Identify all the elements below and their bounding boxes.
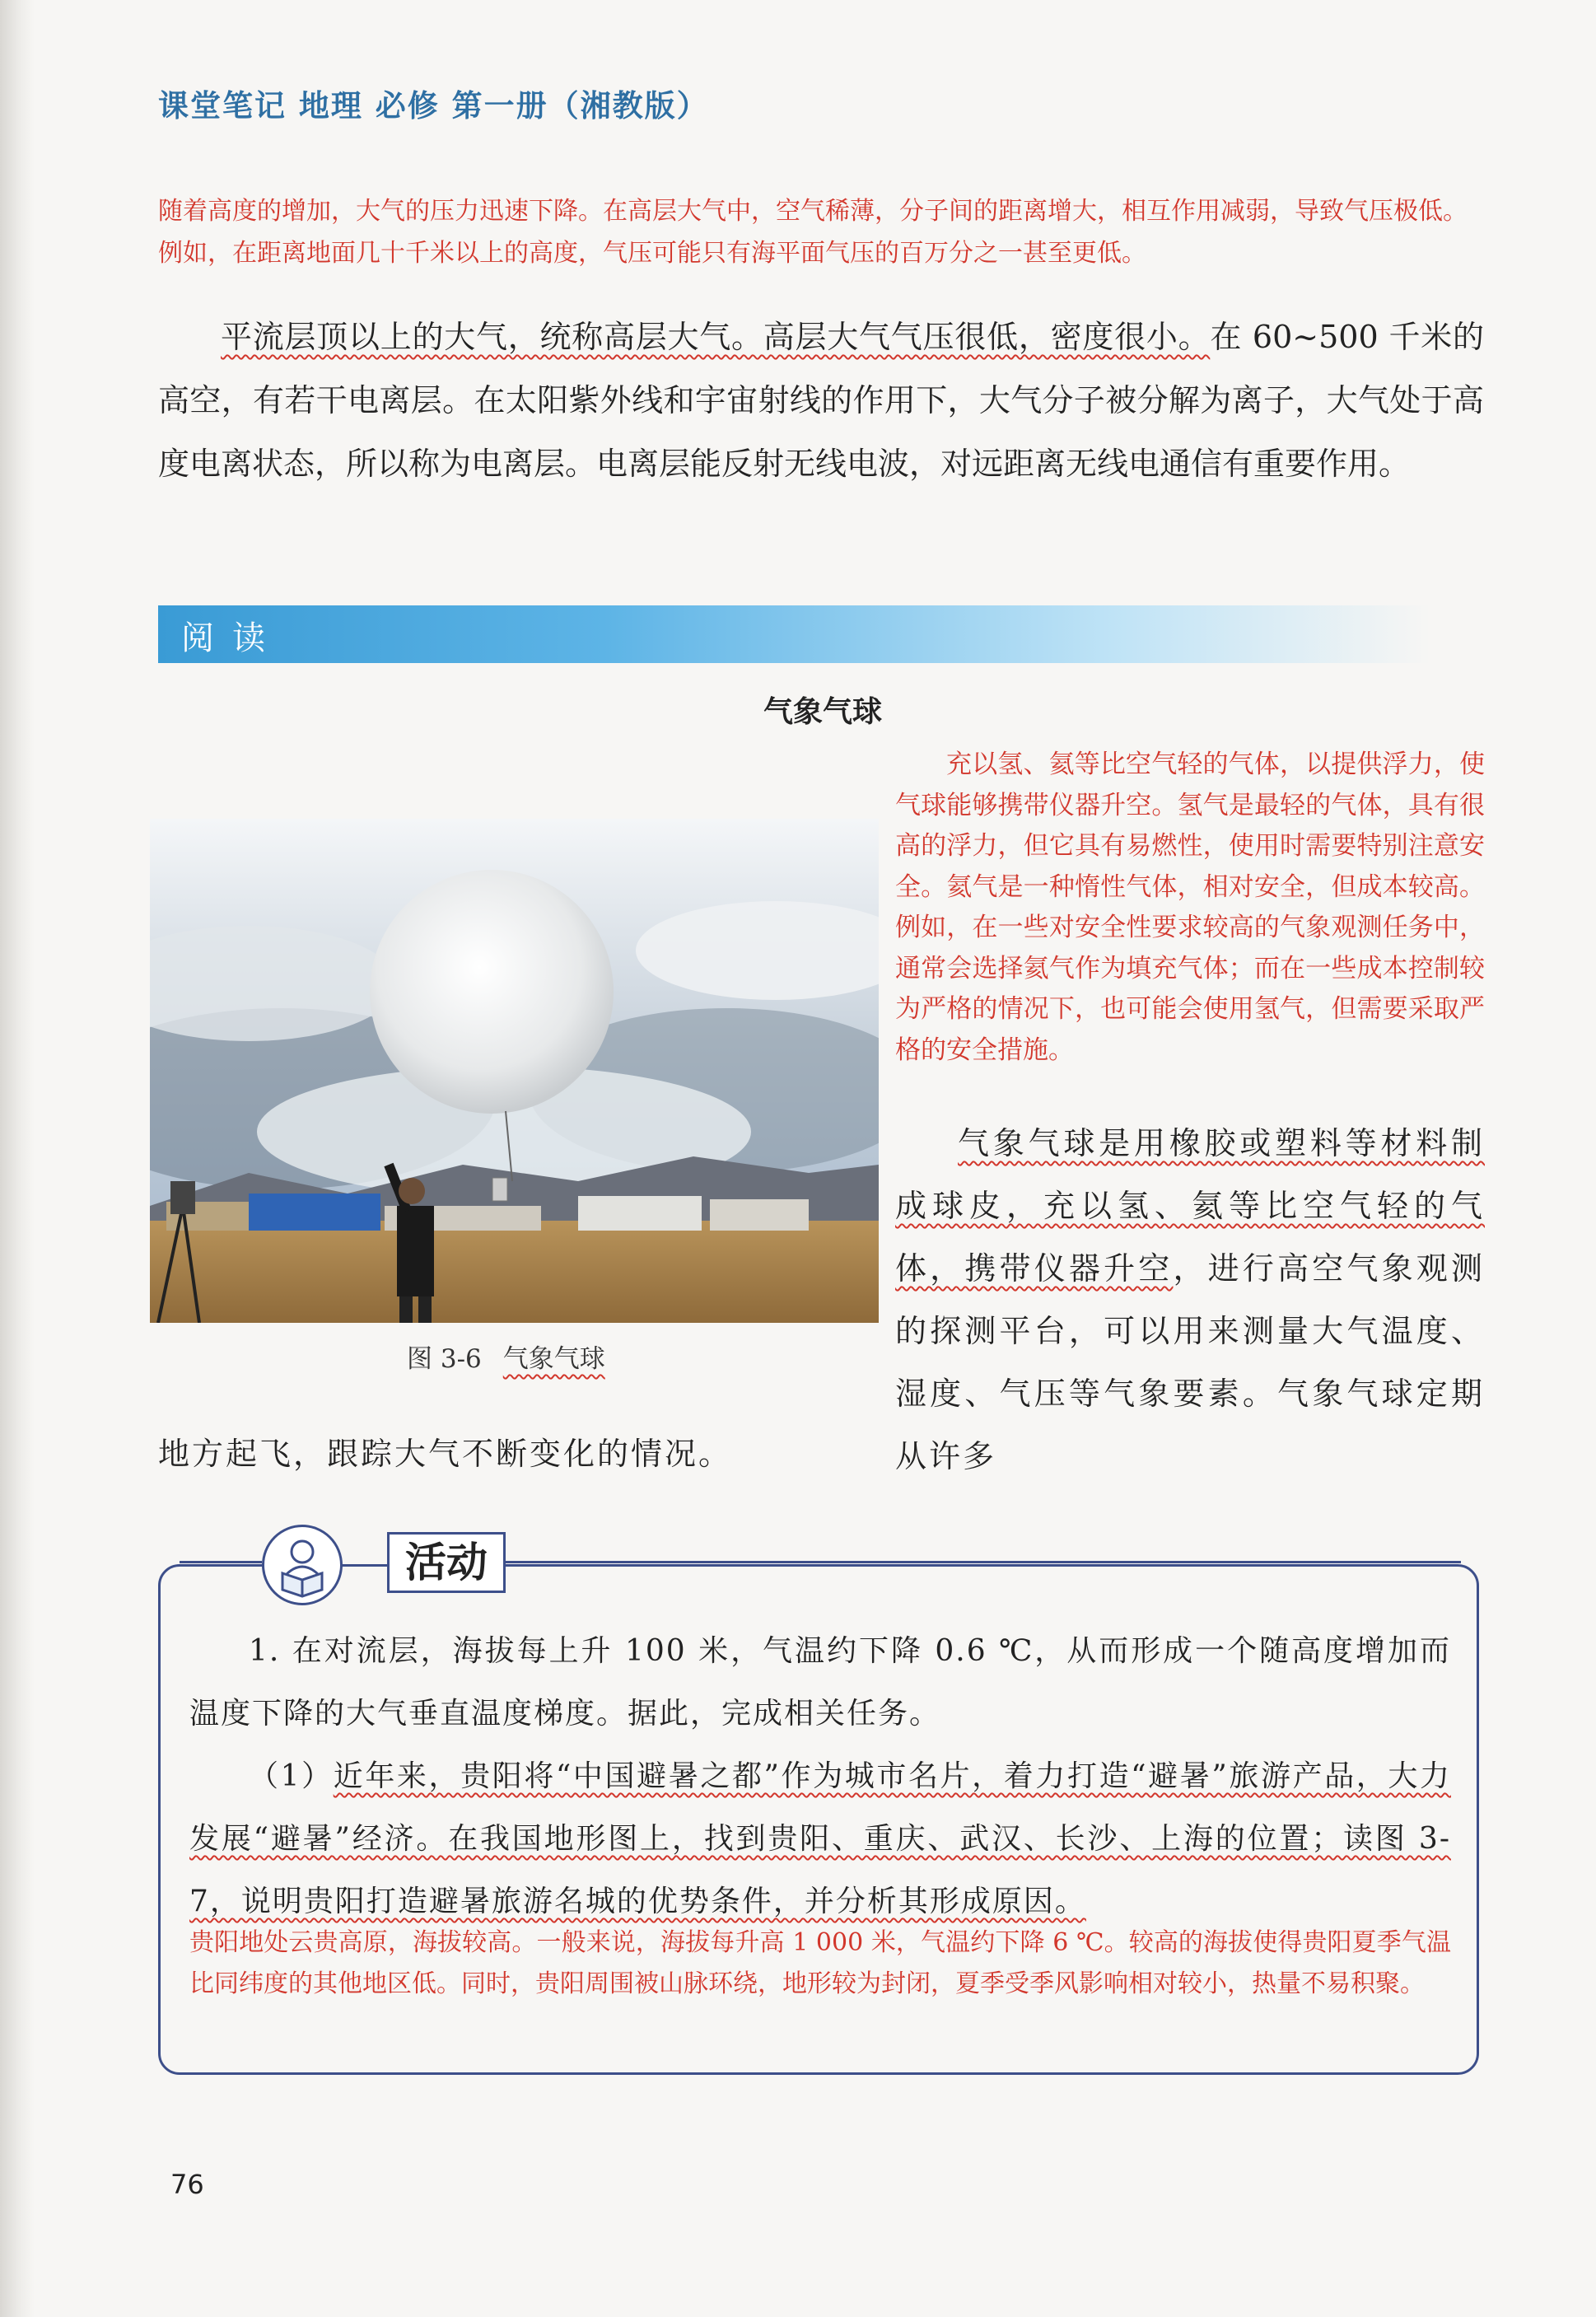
figure-caption <box>407 1338 605 1375</box>
reading-title: 气象气球 <box>763 695 882 729</box>
paragraph-weather-balloon-continued: 地方起飞，跟踪大气不断变化的情况。 <box>158 1436 733 1472</box>
paragraph-upper-atmosphere-text: 在 60~500 千米的高空，有若干电离层。在太阳紫外线和宇宙射线的作用下，大气分子被分解为离子，大气处于高度电离状态，所以称为电离层。电离层能反射无线电波，对远距离无线电通信有重要作用。 <box>158 319 1484 482</box>
activity-frame-top-right <box>506 1561 1461 1563</box>
paragraph-weather-balloon <box>895 1112 1485 1488</box>
paragraph-weather-balloon-text: ，进行高空气象观测的探测平台，可以用来测量大气温度、湿度、气压等气象要素。气象气球定期从许多 <box>895 1250 1485 1474</box>
activity-frame-top-left <box>180 1561 262 1563</box>
activity-task-1 <box>189 1745 1451 1933</box>
page-binding-shadow <box>0 0 35 2317</box>
reading-banner <box>158 605 1430 663</box>
weather-balloon-illustration <box>150 819 879 1323</box>
reader-icon <box>262 1525 343 1605</box>
handwritten-note-pressure: 随着高度的增加，大气的压力迅速下降。在高层大气中，空气稀薄，分子间的距离增大，相互作用减弱，导致气压极低。例如，在距离地面几十千米以上的高度，气压可能只有海平面气压的百万分之一甚至更低。 <box>158 197 1468 268</box>
reading-banner-label: 阅读 <box>181 619 283 657</box>
underlined-balloon-definition: 气象气球是用橡胶或塑料等材料制成球皮，充以氢、氦等比空气轻的气体，携带仪器升空 <box>895 1125 1485 1287</box>
underlined-definition: 平流层顶以上的大气，统称高层大气。高层大气气压很低，密度很小。 <box>221 319 1211 355</box>
reader-icon-glyph <box>264 1527 340 1603</box>
figure-number: 图 3-6 <box>407 1344 482 1374</box>
page-number: 76 <box>170 2169 204 2200</box>
activity-label: 活动 <box>387 1532 506 1593</box>
paragraph-upper-atmosphere <box>158 306 1484 496</box>
activity-item-1: 1. 在对流层，海拔每上升 100 米，气温约下降 0.6 ℃，从而形成一个随高度增加而温度下降的大气垂直温度梯度。据此，完成相关任务。 <box>189 1634 1451 1731</box>
weather-balloon-photo <box>150 819 879 1323</box>
handwritten-note-guiyang: 贵阳地处云贵高原，海拔较高。一般来说，海拔每升高 1 000 米，气温约下降 6 ℃。较高的海拔使得贵阳夏季气温比同纬度的其他地区低。同时，贵阳周围被山脉环绕，地形较为封闭，夏季受季风影响相对较小，热量不易积聚。 <box>189 1928 1451 1998</box>
figure-caption-text: 气象气球 <box>502 1344 605 1374</box>
handwritten-note-gases: 充以氢、氦等比空气轻的气体，以提供浮力，使气球能够携带仪器升空。氢气是最轻的气体，具有很高的浮力，但它具有易燃性，使用时需要特别注意安全。氦气是一种惰性气体，相对安全，但成本较高。例如，在一些对安全性要求较高的气象观测任务中，通常会选择氦气作为填充气体；而在一些成本控制较为严格的情况下，也可能会使用氢气，但需要采取严格的安全措施。 <box>895 750 1485 1065</box>
activity-task-1-text: 近年来，贵阳将“中国避暑之都”作为城市名片，着力打造“避暑”旅游产品，大力发展“避暑”经济。在我国地形图上，找到贵阳、重庆、武汉、长沙、上海的位置；读图 3-7，说明贵阳打造避暑旅游名城的优势条件，并分析其形成原因。 <box>189 1759 1451 1918</box>
running-header: 课堂笔记 地理 必修 第一册（湘教版） <box>158 88 709 124</box>
activity-task-1-prefix: （1） <box>249 1759 334 1793</box>
